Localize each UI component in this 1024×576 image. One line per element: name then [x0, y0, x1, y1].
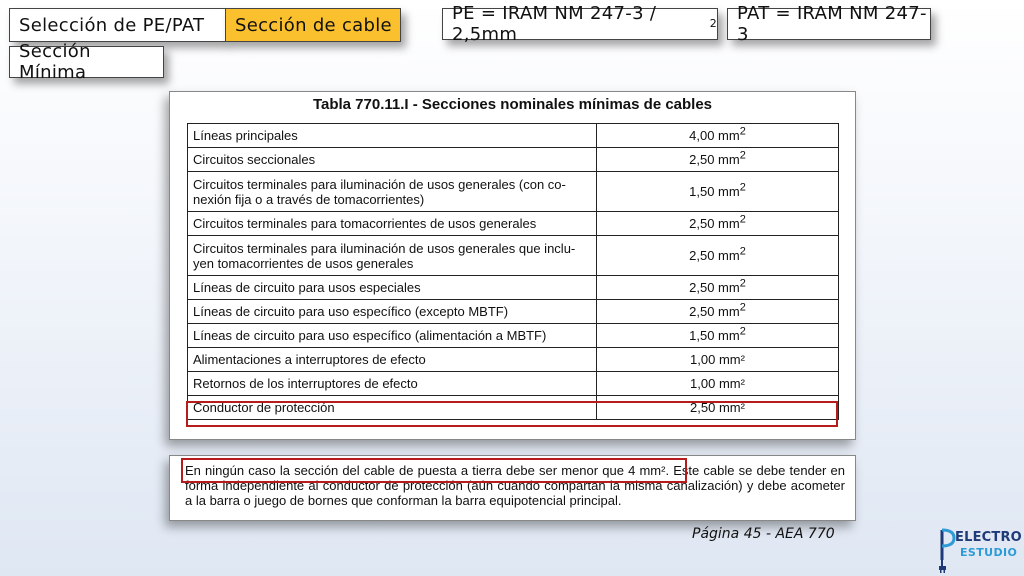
logo-text-electro: ELECTRO [955, 530, 1022, 545]
tab-seleccion-pe-pat[interactable] [9, 8, 226, 42]
row-value: 2,50 $mm^2$ [597, 300, 839, 324]
row-description: Líneas de circuito para uso específico (excepto MBTF) [188, 300, 597, 324]
row-description: Circuitos terminales para iluminación de usos generales (con co-nexión fija o a través de tomacorrientes) [188, 172, 597, 212]
row-description: Circuitos seccionales [188, 148, 597, 172]
table-row [188, 300, 839, 324]
table-row [188, 348, 839, 372]
pat-norma-label [727, 3, 931, 45]
table-row-highlighted [188, 396, 839, 420]
table-title: Tabla 770.11.I - Secciones nominales mínimas de cables [312, 96, 713, 113]
row-value: 1,50 $mm^2$ [597, 324, 839, 348]
table-row [188, 276, 839, 300]
note-panel [169, 455, 856, 521]
row-description: Circuitos terminales para tomacorrientes de usos generales [188, 212, 597, 236]
row-value: 2,50 $mm^2$ [597, 148, 839, 172]
row-description: Circuitos terminales para iluminación de usos generales que inclu-yen tomacorrientes de usos generales [188, 236, 597, 276]
row-value: 4,00 $mm^2$ [597, 124, 839, 148]
row-value: 1,50 $mm^2$ [597, 172, 839, 212]
tab-seccion-minima[interactable] [9, 41, 164, 83]
tab-label: Sección Mínima [19, 41, 91, 83]
electro-estudio-logo [938, 526, 1022, 574]
row-description: Alimentaciones a interruptores de efecto [188, 348, 597, 372]
table-row [188, 172, 839, 212]
row-description: Retornos de los interruptores de efecto [188, 372, 597, 396]
row-description: Líneas de circuito para uso específico (alimentación a MBTF) [188, 324, 597, 348]
row-description: Líneas principales [188, 124, 597, 148]
row-value: 1,00 mm² [597, 348, 839, 372]
tab-seccion-de-cable[interactable] [225, 8, 401, 42]
row-value: 1,00 mm² [597, 372, 839, 396]
row-value: 2,50 mm² [597, 396, 839, 420]
table-row [188, 148, 839, 172]
tab-label: Selección de PE/PAT [19, 14, 205, 36]
table-row [188, 124, 839, 148]
logo-text-estudio: ESTUDIO [960, 546, 1018, 559]
table-row [188, 212, 839, 236]
sections-table [187, 123, 839, 420]
tab-label: Sección de cable [235, 14, 392, 36]
table-panel [169, 91, 856, 440]
page-reference: Página 45 - AEA 770 [692, 526, 835, 542]
row-value: 2,50 $mm^2$ [597, 212, 839, 236]
table-row [188, 372, 839, 396]
table-row [188, 324, 839, 348]
pe-norma-text: PE = IRAM NM 247-3 / 2,5mm [452, 3, 657, 45]
pe-norma-label: PE = IRAM NM 247-3 / 2,5mm 2 [442, 8, 718, 40]
note-text: En ningún caso la sección del cable de puesta a tierra debe ser menor que 4 mm². Este cable se debe tender en forma independiente al conductor de protección (aún cuando compartan la misma canalización) y debe acometer a la barra o juego de bornes que conforman la barra equipotencial principal. [185, 463, 845, 508]
row-description: Líneas de circuito para usos especiales [188, 276, 597, 300]
row-value: 2,50 $mm^2$ [597, 276, 839, 300]
row-value: 2,50 $mm^2$ [597, 236, 839, 276]
row-description: Conductor de protección [188, 396, 597, 420]
pat-norma-text: PAT = IRAM NM 247-3 [737, 3, 927, 45]
table-row [188, 236, 839, 276]
